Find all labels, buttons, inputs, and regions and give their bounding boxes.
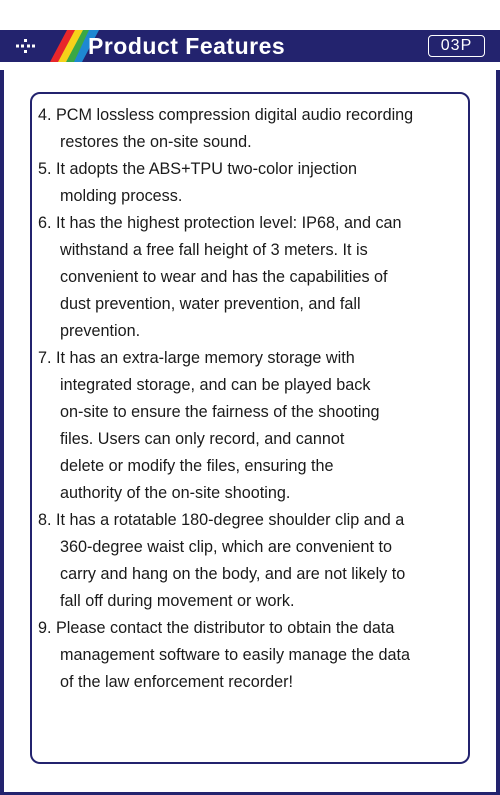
list-item: 5. It adopts the ABS+TPU two-color injection molding process. [38,160,357,205]
list-item: 9. Please contact the distributor to obtain the data management software to easily manage the data of the law enforcement recorder! [38,619,411,691]
page-number-badge: 03P [428,35,485,57]
list-item: 4. PCM lossless compression digital audio recording restores the on-site sound. [38,106,414,151]
pixel-diamond-icon [12,38,40,54]
list-item: 8. It has a rotatable 180-degree shoulder clip and a 360-degree waist clip, which are convenient to carry and hang on the body, and are not likely to fall off during movement or work. [38,511,406,610]
page-title: Product Features [88,33,286,59]
list-item: 6. It has the highest protection level: IP68, and can withstand a free fall height of 3 meters. It is convenient to wear and has the capabilities of dust prevention, water prevention, and fall prevention. [38,214,402,340]
features-list [38,102,468,696]
page-header [0,0,500,70]
list-item: 7. It has an extra-large memory storage with integrated storage, and can be played back on-site to ensure the fairness of the shooting files. Users can only record, and cannot delete or modify the files, ensuring the authority of the on-site shooting. [38,349,380,502]
